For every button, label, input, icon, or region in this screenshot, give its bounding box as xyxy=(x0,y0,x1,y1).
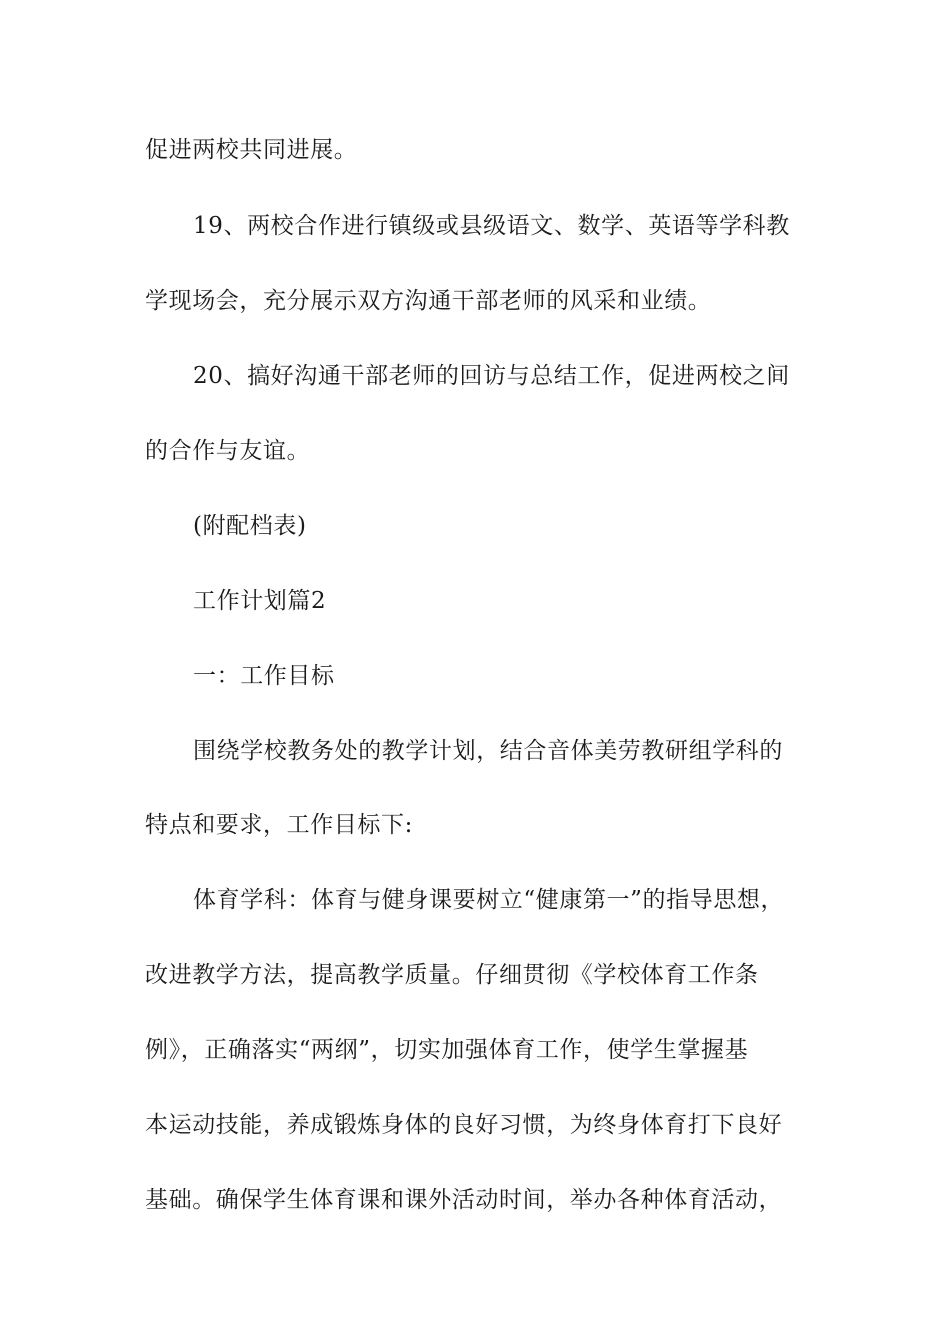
subsection-heading: 一：工作目标 xyxy=(193,663,335,689)
paragraph-line: 基础。确保学生体育课和课外活动时间，举办各种体育活动， xyxy=(145,1187,783,1213)
paragraph-line: 围绕学校教务处的教学计划，结合音体美劳教研组学科的 xyxy=(193,738,783,764)
section-heading: 工作计划篇2 xyxy=(193,588,327,614)
paragraph-line: 促进两校共同进展。 xyxy=(145,137,358,163)
paragraph-line: 例》，正确落实“两纲”，切实加强体育工作，使学生掌握基 xyxy=(145,1037,749,1063)
paragraph-line: 19、两校合作进行镇级或县级语文、数学、英语等学科教 xyxy=(193,213,790,239)
paragraph-line: 20、搞好沟通干部老师的回访与总结工作，促进两校之间 xyxy=(193,363,790,389)
paragraph-line: 特点和要求，工作目标下: xyxy=(145,812,413,838)
paragraph-line: 的合作与友谊。 xyxy=(145,438,311,464)
paragraph-line: (附配档表) xyxy=(193,513,307,539)
paragraph-line: 本运动技能，养成锻炼身体的良好习惯，为终身体育打下良好 xyxy=(145,1112,783,1138)
paragraph-line: 学现场会，充分展示双方沟通干部老师的风采和业绩。 xyxy=(145,288,712,314)
paragraph-line: 改进教学方法，提高教学质量。仔细贯彻《学校体育工作条 xyxy=(145,962,759,988)
paragraph-line: 体育学科：体育与健身课要树立“健康第一”的指导思想， xyxy=(193,887,785,913)
